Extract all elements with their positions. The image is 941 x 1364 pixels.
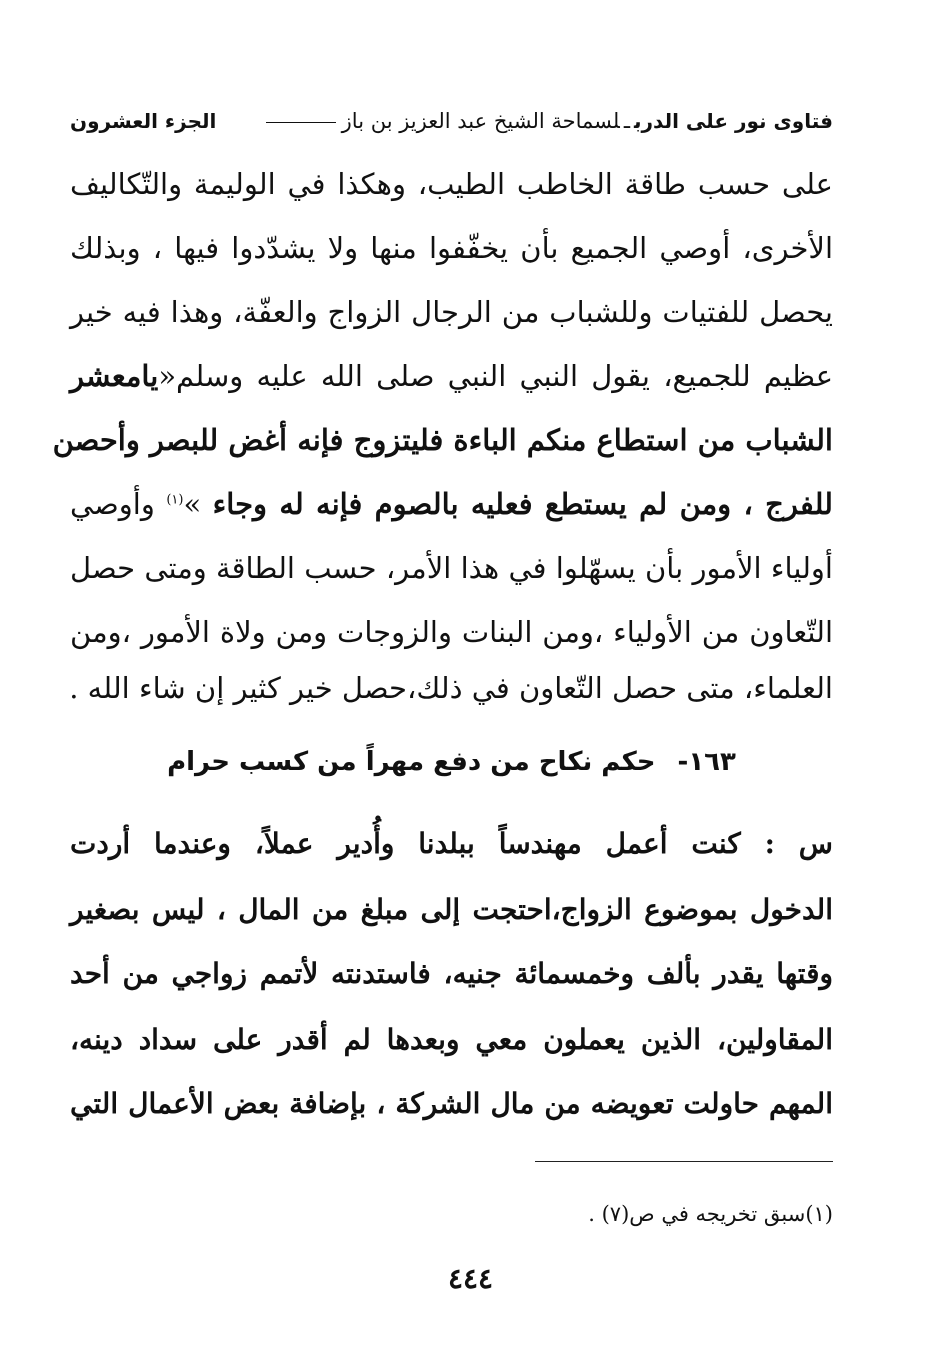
question-line-3: وقتها يقدر بألف وخمسمائة جنيه، فاستدنته لأتمم زواجي من أحد [70, 957, 833, 990]
quote-close: » [183, 487, 213, 521]
footnote: (١)سبق تخريجه في ص(٧) . [588, 1202, 833, 1226]
body-line-3: يحصل للفتيات وللشباب من الرجال الزواج والعفّة، وهذا فيه خير [70, 295, 833, 329]
line4-text: عظيم للجميع، يقول النبي النبي صلى الله عليه وسلم« [158, 359, 833, 393]
book-title: فتاوى نور على الدرب [634, 109, 833, 133]
heading-number: ١٦٣- [677, 747, 736, 777]
hadith-end: للفرج ، ومن لم يستطع فعليه بالصوم فإنه له وجاء [212, 487, 834, 521]
author-name: لسماحة الشيخ عبد العزيز بن باز [341, 109, 620, 133]
body-line-4 [70, 348, 833, 404]
section-heading [70, 736, 833, 788]
body-line-1: على حسب طاقة الخاطب الطيب، وهكذا في الوليمة والتّكاليف [70, 167, 833, 201]
footnote-rule [535, 1161, 833, 1162]
heading-title: حكم نكاح من دفع مهراً من كسب حرام [167, 747, 656, 777]
header-rule [266, 122, 336, 123]
body-line-7: أولياء الأمور بأن يسهّلوا في هذا الأمر، حسب الطاقة ومتى حصل [70, 551, 833, 585]
body-line-8: التّعاون من الأولياء ،ومن البنات والزوجات ومن ولاة الأمور ،ومن [70, 615, 833, 649]
running-header [70, 104, 833, 138]
page-number: ٤٤٤ [447, 1262, 494, 1295]
body-line-9: العلماء، متى حصل التّعاون في ذلك،حصل خير كثير إن شاء الله . [69, 671, 833, 705]
header-book-author [260, 109, 833, 133]
hadith-start: يامعشر [70, 359, 159, 393]
question-line-4: المقاولين، الذين يعملون معي وبعدها لم أقدر على سداد دينه، [70, 1023, 833, 1056]
question-line-1: س : كنت أعمل مهندساً ببلدنا وأُدير عملاً، وعندما أردت [70, 827, 833, 860]
volume-label: الجزء العشرون [70, 109, 217, 133]
body-line-6 [70, 476, 833, 532]
line6-text: وأوصي [70, 487, 167, 521]
question-line-5: المهم حاولت تعويضه من مال الشركة ، بإضافة بعض الأعمال التي [70, 1087, 833, 1120]
body-line-5: الشباب من استطاع منكم الباءة فليتزوج فإنه أغض للبصر وأحصن [52, 423, 833, 457]
footnote-marker[interactable]: (١) [166, 492, 184, 508]
header-separator: ـ [623, 109, 631, 133]
body-line-2: الأخرى، أوصي الجميع بأن يخفّفوا منها ولا يشدّدوا فيها ، وبذلك [70, 231, 833, 265]
question-line-2: الدخول بموضوع الزواج،احتجت إلى مبلغ من المال ، ليس بصغير [70, 893, 833, 926]
